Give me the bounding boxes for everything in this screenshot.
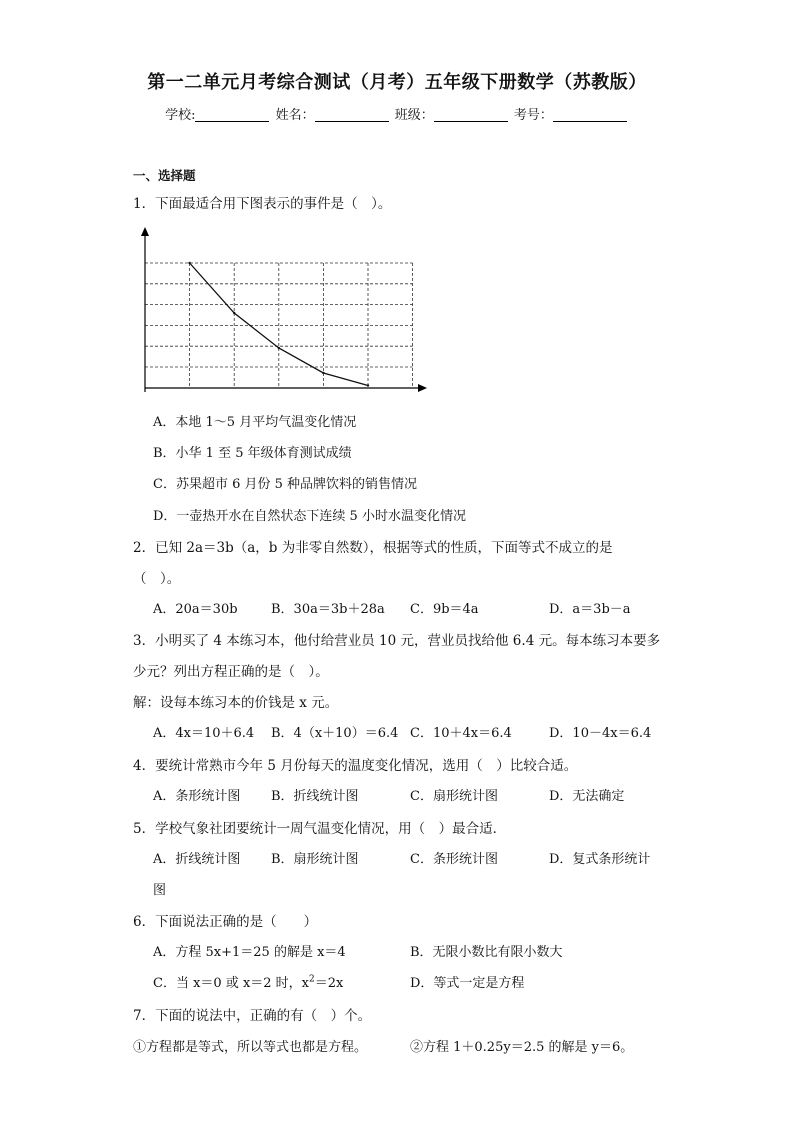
data-point	[278, 347, 280, 349]
name-label: 姓名：	[275, 108, 315, 123]
q2-stem-line2: （ ）。	[133, 571, 181, 587]
q1-option-a[interactable]: A．本地 1～5 月平均气温变化情况	[153, 415, 357, 430]
data-point	[188, 262, 190, 264]
data-point	[367, 384, 369, 386]
q3-solution: 解：设每本练习本的价钱是 x 元。	[133, 695, 339, 711]
q6-option-b[interactable]: B．无限小数比有限小数大	[410, 945, 563, 960]
q4-option-a[interactable]: A．条形统计图	[153, 789, 241, 804]
chart-grid	[145, 263, 413, 388]
q1-option-c[interactable]: C．苏果超市 6 月份 5 种品牌饮料的销售情况	[153, 477, 418, 492]
number-blank[interactable]	[553, 107, 627, 122]
name-blank[interactable]	[315, 107, 389, 122]
q5-option-a[interactable]: A．折线统计图	[153, 852, 241, 867]
q1-stem: 1．下面最适合用下图表示的事件是（ ）。	[133, 196, 392, 212]
q3-stem-line1: 3．小明买了 4 本练习本，他付给营业员 10 元，营业员找给他 6.4 元。每本练习本要多	[133, 633, 661, 649]
q6-option-c-suffix: ＝2x	[314, 976, 344, 991]
q4-option-b[interactable]: B．折线统计图	[271, 789, 359, 804]
q1-option-d[interactable]: D．一壶热开水在自然状态下连续 5 小时水温变化情况	[153, 509, 466, 524]
school-blank[interactable]	[195, 107, 269, 122]
q6-option-c-prefix: C．当 x＝0 或 x＝2 时，x	[153, 976, 310, 991]
q6-stem: 6．下面说法正确的是（ ）	[133, 914, 318, 930]
x-axis-arrow	[418, 384, 427, 392]
class-blank[interactable]	[434, 107, 508, 122]
q3-option-a[interactable]: A．4x＝10＋6.4	[153, 726, 255, 741]
q6-option-c[interactable]	[153, 972, 343, 991]
q6-option-d[interactable]: D．等式一定是方程	[410, 976, 525, 991]
q2-option-c[interactable]: C．9b＝4a	[410, 602, 479, 617]
q2-option-d[interactable]: D．a＝3b－a	[549, 602, 631, 617]
q5-option-c[interactable]: C．条形统计图	[410, 852, 498, 867]
q7-statement-2: ②方程 1＋0.25y＝2.5 的解是 y＝6。	[410, 1040, 634, 1055]
q3-stem-line2: 少元？列出方程正确的是（ ）。	[133, 664, 329, 680]
q5-option-b[interactable]: B．扇形统计图	[271, 852, 359, 867]
y-axis-arrow	[141, 227, 149, 236]
q4-stem: 4．要统计常熟市今年 5 月份每天的温度变化情况，选用（ ）比较合适。	[133, 758, 578, 774]
q5-option-d-continued: 图	[153, 883, 167, 898]
q2-option-b[interactable]: B．30a＝3b＋28a	[271, 602, 385, 617]
school-label: 学校:	[165, 108, 196, 123]
line-chart	[135, 222, 435, 397]
class-label: 班级：	[394, 108, 434, 123]
q3-option-c[interactable]: C．10＋4x＝6.4	[410, 726, 512, 741]
chart-axes	[141, 227, 427, 392]
q2-stem-line1: 2．已知 2a＝3b（a，b 为非零自然数），根据等式的性质，下面等式不成立的是	[133, 540, 613, 556]
q6-option-a[interactable]: A．方程 5x+1＝25 的解是 x＝4	[153, 945, 346, 960]
q3-option-b[interactable]: B．4（x＋10）＝6.4	[271, 726, 399, 741]
q2-option-a[interactable]: A．20a＝30b	[153, 602, 238, 617]
data-point	[322, 372, 324, 374]
q6-option-c-exponent: 2	[309, 974, 315, 985]
q3-option-d[interactable]: D．10－4x＝6.4	[549, 726, 652, 741]
student-info-line	[0, 104, 794, 123]
q1-option-b[interactable]: B．小华 1 至 5 年级体育测试成绩	[153, 446, 352, 461]
q4-option-d[interactable]: D．无法确定	[549, 789, 625, 804]
section-title: 一、选择题	[133, 168, 196, 183]
q5-stem: 5．学校气象社团要统计一周气温变化情况，用（ ）最合适．	[133, 821, 507, 837]
q4-option-c[interactable]: C．扇形统计图	[410, 789, 498, 804]
data-point	[233, 312, 235, 314]
q7-stem: 7．下面的说法中，正确的有（ ）个。	[133, 1008, 372, 1024]
page-title: 第一二单元月考综合测试（月考）五年级下册数学（苏教版）	[147, 72, 647, 93]
number-label: 考号：	[513, 108, 553, 123]
q5-option-d[interactable]: D．复式条形统计	[549, 852, 651, 867]
q7-statement-1: ①方程都是等式，所以等式也都是方程。	[133, 1040, 368, 1055]
